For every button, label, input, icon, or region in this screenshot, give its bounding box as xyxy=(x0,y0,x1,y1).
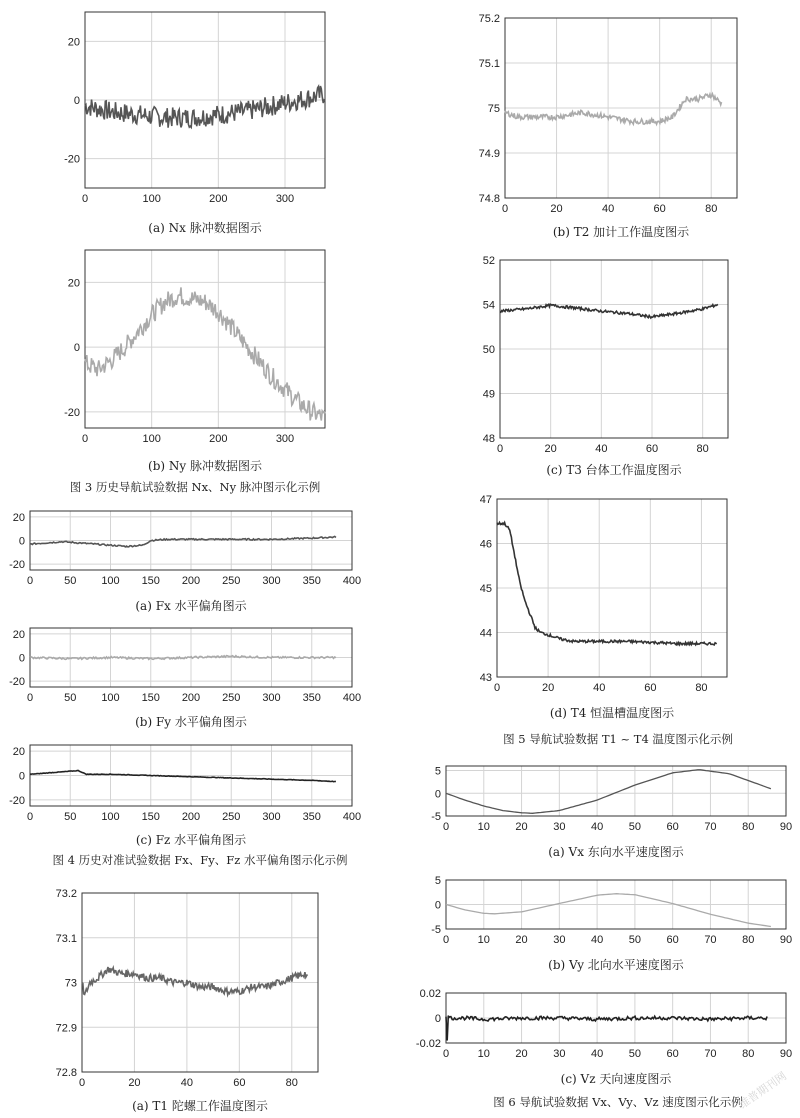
plot-frame xyxy=(446,766,786,816)
x-tick-label: 90 xyxy=(779,821,793,833)
series-line xyxy=(500,304,718,318)
x-tick-label: 40 xyxy=(590,934,604,946)
x-tick-label: 60 xyxy=(666,1048,679,1060)
series-line xyxy=(497,522,717,645)
chart-t2 xyxy=(479,13,737,239)
y-tick-label: 46 xyxy=(479,538,492,551)
y-tick-label: 73.2 xyxy=(55,888,77,900)
chart-caption: (b) T2 加计工作温度图示 xyxy=(552,225,690,239)
x-tick-label: 100 xyxy=(142,433,161,445)
y-tick-label: 72.8 xyxy=(55,1067,77,1079)
x-tick-label: 40 xyxy=(595,443,608,455)
x-tick-label: 80 xyxy=(705,203,718,215)
chart-vx xyxy=(431,766,792,859)
x-tick-label: 40 xyxy=(593,682,606,694)
chart-caption: (c) T3 台体工作温度图示 xyxy=(546,463,682,477)
y-tick-label: 43 xyxy=(479,672,492,684)
x-tick-label: 60 xyxy=(653,203,666,215)
y-tick-label: -20 xyxy=(9,559,25,572)
x-tick-label: 300 xyxy=(262,692,281,704)
x-tick-label: 100 xyxy=(101,692,120,704)
x-tick-label: 90 xyxy=(779,1048,793,1060)
x-tick-label: 350 xyxy=(302,575,321,587)
y-tick-label: -20 xyxy=(64,153,80,166)
y-tick-label: 52 xyxy=(482,255,495,267)
chart-t1 xyxy=(56,888,318,1113)
x-tick-label: 400 xyxy=(342,811,362,823)
chart-fy xyxy=(9,628,361,729)
y-tick-label: 0 xyxy=(18,770,25,783)
x-tick-label: 300 xyxy=(275,193,295,205)
y-tick-label: 47 xyxy=(479,494,492,506)
y-tick-label: 20 xyxy=(12,511,25,524)
chart-ny xyxy=(64,250,325,473)
y-tick-label: 20 xyxy=(67,36,80,49)
x-tick-label: 100 xyxy=(142,193,161,205)
x-tick-label: 100 xyxy=(101,811,120,823)
chart-vz xyxy=(416,988,792,1086)
series-line xyxy=(30,771,336,782)
x-tick-label: 0 xyxy=(81,433,89,445)
x-tick-label: 0 xyxy=(442,1048,450,1060)
x-tick-label: 250 xyxy=(222,575,241,587)
series-line xyxy=(446,894,771,927)
chart-caption: (a) Nx 脉冲数据图示 xyxy=(148,221,262,235)
chart-t4 xyxy=(480,494,727,720)
x-tick-label: 50 xyxy=(64,692,77,704)
chart-vy xyxy=(431,875,792,972)
chart-caption: (a) Fx 水平偏角图示 xyxy=(135,599,247,613)
x-tick-label: 0 xyxy=(81,193,89,205)
x-tick-label: 80 xyxy=(285,1077,298,1089)
x-tick-label: 200 xyxy=(209,433,228,445)
x-tick-label: 50 xyxy=(628,1048,642,1060)
x-tick-label: 70 xyxy=(704,934,717,946)
x-tick-label: 40 xyxy=(590,821,604,833)
x-tick-label: 400 xyxy=(342,575,362,587)
y-tick-label: 73 xyxy=(64,977,77,990)
series-line xyxy=(446,770,771,814)
x-tick-label: 0 xyxy=(26,575,34,587)
figure-caption-fig6: 图 6 导航试验数据 Vx、Vy、Vz 速度图示化示例 xyxy=(493,1095,743,1109)
x-tick-label: 80 xyxy=(742,821,755,833)
x-tick-label: 20 xyxy=(544,443,557,455)
figure-caption-fig5: 图 5 导航试验数据 T1 ~ T4 温度图示化示例 xyxy=(503,732,733,746)
chart-caption: (b) Vy 北向水平速度图示 xyxy=(548,958,684,972)
x-tick-label: 30 xyxy=(553,821,566,833)
x-tick-label: 80 xyxy=(742,1048,755,1060)
x-tick-label: 20 xyxy=(541,682,555,694)
y-tick-label: 0 xyxy=(434,899,441,912)
y-tick-label: 48 xyxy=(482,433,495,445)
chart-caption: (b) Ny 脉冲数据图示 xyxy=(148,459,262,473)
series-line xyxy=(85,287,325,420)
x-tick-label: 0 xyxy=(501,203,509,215)
x-tick-label: 10 xyxy=(477,1048,490,1060)
x-tick-label: 50 xyxy=(628,821,642,833)
x-tick-label: 150 xyxy=(141,811,160,823)
x-tick-label: 100 xyxy=(101,575,120,587)
x-tick-label: 20 xyxy=(550,203,563,215)
x-tick-label: 250 xyxy=(222,811,241,823)
x-tick-label: 200 xyxy=(181,811,201,823)
x-tick-label: 20 xyxy=(515,1048,528,1060)
x-tick-label: 300 xyxy=(275,433,295,445)
y-tick-label: 0 xyxy=(18,535,25,548)
y-tick-label: 20 xyxy=(67,277,80,290)
chart-caption: (b) Fy 水平偏角图示 xyxy=(135,715,247,729)
x-tick-label: 200 xyxy=(209,193,228,205)
x-tick-label: 60 xyxy=(666,934,679,946)
y-tick-label: 0 xyxy=(73,95,80,107)
y-tick-label: 72.9 xyxy=(55,1022,77,1035)
y-tick-label: 44 xyxy=(479,627,492,640)
x-tick-label: 40 xyxy=(180,1077,194,1089)
x-tick-label: 80 xyxy=(696,443,709,455)
y-tick-label: 74.8 xyxy=(478,193,500,205)
y-tick-label: 74.9 xyxy=(478,148,500,160)
x-tick-label: 150 xyxy=(141,692,160,704)
x-tick-label: 20 xyxy=(128,1077,141,1089)
y-tick-label: -0.02 xyxy=(415,1038,441,1050)
x-tick-label: 400 xyxy=(342,692,362,704)
x-tick-label: 10 xyxy=(477,934,490,946)
y-tick-label: 5 xyxy=(434,765,441,778)
series-line xyxy=(85,86,325,128)
chart-caption: (c) Fz 水平偏角图示 xyxy=(135,833,247,847)
x-tick-label: 0 xyxy=(78,1077,86,1089)
chart-caption: (a) T1 陀螺工作温度图示 xyxy=(132,1099,268,1113)
x-tick-label: 0 xyxy=(493,682,501,694)
y-tick-label: -20 xyxy=(64,406,80,419)
series-line xyxy=(30,536,336,547)
x-tick-label: 70 xyxy=(704,821,717,833)
series-line xyxy=(446,1016,767,1041)
x-tick-label: 20 xyxy=(515,821,528,833)
x-tick-label: 40 xyxy=(590,1048,604,1060)
y-tick-label: 73.1 xyxy=(55,932,77,945)
chart-fz xyxy=(9,745,361,847)
y-tick-label: 0 xyxy=(434,788,441,801)
y-tick-label: 75.1 xyxy=(478,58,500,70)
x-tick-label: 0 xyxy=(26,692,34,704)
chart-t3 xyxy=(483,255,728,477)
x-tick-label: 70 xyxy=(704,1048,717,1060)
x-tick-label: 10 xyxy=(477,821,490,833)
x-tick-label: 0 xyxy=(26,811,34,823)
y-tick-label: 0 xyxy=(18,652,25,665)
x-tick-label: 0 xyxy=(442,934,450,946)
y-tick-label: 45 xyxy=(479,583,492,595)
y-tick-label: 75.2 xyxy=(478,13,500,25)
x-tick-label: 250 xyxy=(222,692,241,704)
x-tick-label: 60 xyxy=(645,443,659,455)
x-tick-label: 40 xyxy=(601,203,615,215)
y-tick-label: -5 xyxy=(431,811,441,823)
x-tick-label: 60 xyxy=(644,682,657,694)
y-tick-label: -20 xyxy=(9,676,25,689)
x-tick-label: 50 xyxy=(64,811,77,823)
series-line xyxy=(505,94,722,124)
x-tick-label: 0 xyxy=(496,443,504,455)
y-tick-label: 54 xyxy=(482,299,495,312)
x-tick-label: 30 xyxy=(553,1048,566,1060)
x-tick-label: 90 xyxy=(779,934,793,946)
x-tick-label: 350 xyxy=(302,692,321,704)
x-tick-label: 300 xyxy=(262,575,281,587)
x-tick-label: 200 xyxy=(181,692,201,704)
series-line xyxy=(82,967,308,995)
x-tick-label: 60 xyxy=(233,1077,246,1089)
plot-frame xyxy=(85,250,325,428)
x-tick-label: 20 xyxy=(515,934,528,946)
watermark: 维普期刊网 xyxy=(736,1069,790,1112)
y-tick-label: -20 xyxy=(9,794,25,807)
y-tick-label: 0 xyxy=(73,342,80,355)
x-tick-label: 80 xyxy=(742,934,755,946)
x-tick-label: 30 xyxy=(553,934,566,946)
x-tick-label: 80 xyxy=(695,682,708,694)
y-tick-label: 75 xyxy=(487,103,500,115)
x-tick-label: 350 xyxy=(302,811,321,823)
figure-caption-fig3: 图 3 历史导航试验数据 Nx、Ny 脉冲图示化示例 xyxy=(69,480,321,494)
y-tick-label: 49 xyxy=(482,388,495,401)
chart-caption: (d) T4 恒温槽温度图示 xyxy=(549,706,675,720)
x-tick-label: 0 xyxy=(442,821,450,833)
y-tick-label: 20 xyxy=(12,628,25,641)
y-tick-label: 0.02 xyxy=(419,988,441,1000)
y-tick-label: 50 xyxy=(482,344,495,356)
chart-caption: (c) Vz 天向速度图示 xyxy=(560,1072,672,1086)
x-tick-label: 150 xyxy=(141,575,160,587)
y-tick-label: 0 xyxy=(434,1013,441,1025)
y-tick-label: -5 xyxy=(431,924,441,936)
x-tick-label: 300 xyxy=(262,811,281,823)
chart-fx xyxy=(9,511,361,613)
y-tick-label: 5 xyxy=(434,875,441,887)
chart-caption: (a) Vx 东向水平速度图示 xyxy=(548,845,684,859)
chart-nx xyxy=(64,12,325,235)
x-tick-label: 50 xyxy=(64,575,77,587)
x-tick-label: 200 xyxy=(181,575,201,587)
figure-caption-fig4: 图 4 历史对准试验数据 Fx、Fy、Fz 水平偏角图示化示例 xyxy=(52,853,348,867)
x-tick-label: 60 xyxy=(666,821,679,833)
x-tick-label: 50 xyxy=(628,934,642,946)
y-tick-label: 20 xyxy=(12,746,25,759)
